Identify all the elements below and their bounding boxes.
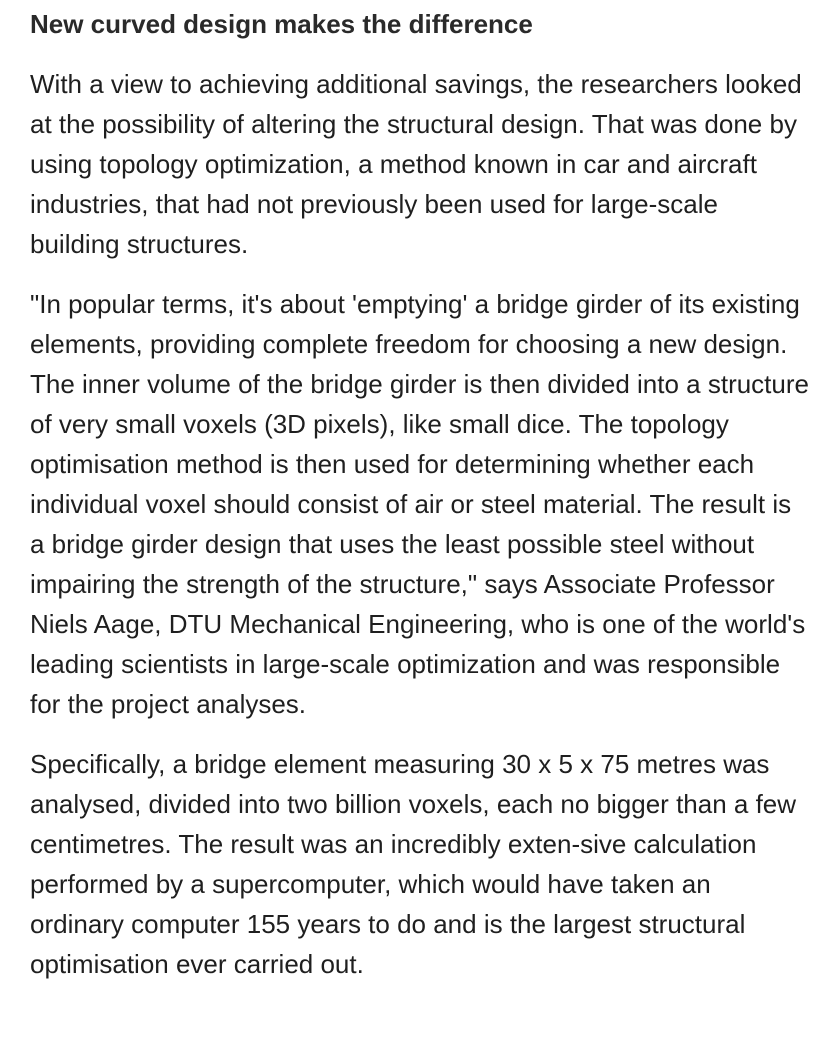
section-heading: New curved design makes the difference	[30, 9, 533, 39]
article-body	[30, 0, 810, 984]
paragraph-3: Specifically, a bridge element measuring 30 x 5 x 75 metres was analysed, divided into two billion voxels, each no bigger than a few centimetres. The result was an incredibly exten-sive calculation performed by a supercomputer, which would have taken an ordinary computer 155 years to do and is the largest structural optimisation ever carried out.	[30, 749, 797, 979]
paragraph-2: "In popular terms, it's about 'emptying' a bridge girder of its existing elements, providing complete freedom for choosing a new design. The inner volume of the bridge girder is then divided into a structure of very small voxels (3D pixels), like small dice. The topology optimisation method is then used for determining whether each individual voxel should consist of air or steel material. The result is a bridge girder design that uses the least possible steel without impairing the strength of the structure," says Associate Professor Niels Aage, DTU Mechanical Engineering, who is one of the world's leading scientists in large-scale optimization and was responsible for the project analyses.	[30, 289, 809, 719]
paragraph-1: With a view to achieving additional savings, the researchers looked at the possibility of altering the structural design. That was done by using topology optimization, a method known in car and aircraft industries, that had not previously been used for large-scale building structures.	[30, 69, 802, 259]
